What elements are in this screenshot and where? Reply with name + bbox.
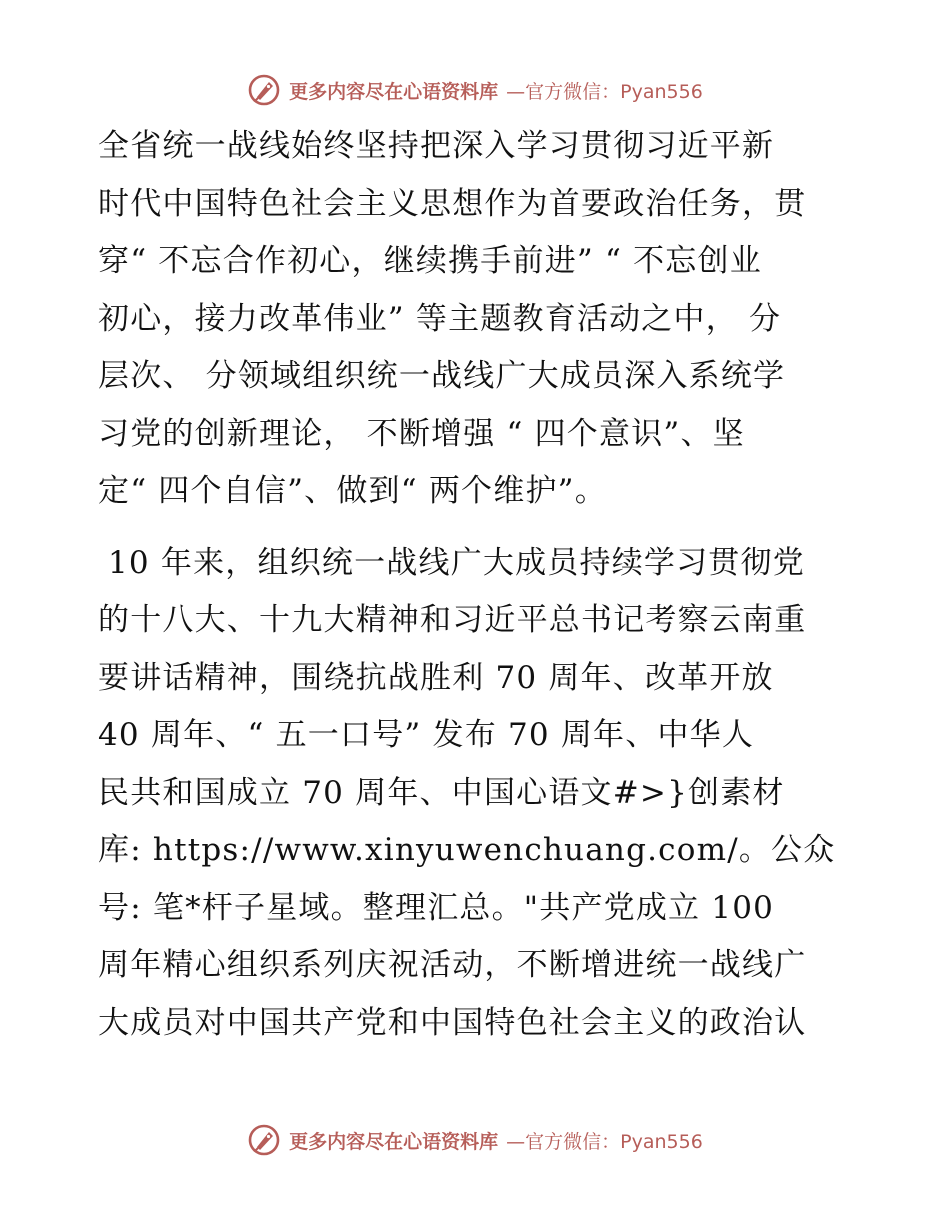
header-banner-title: 更多内容尽在心语资料库: [289, 80, 499, 103]
paragraph-2-line-4: 40 周年、“ 五一口号” 发布 70 周年、中华人: [98, 717, 755, 753]
header-banner: [0, 70, 950, 110]
footer-banner-title: 更多内容尽在心语资料库: [289, 1130, 499, 1153]
paragraph-1-line-5: 层次、 分领域组织统一战线广大成员深入系统学: [98, 358, 786, 394]
paragraph-2-line-3: 要讲话精神，围绕抗战胜利 70 周年、改革开放: [98, 659, 774, 696]
footer-wechat-id: —官方微信：Pyan556: [506, 1130, 703, 1153]
paragraph-1-line-3: 穿“ 不忘合作初心，继续携手前进” “ 不忘创业: [98, 243, 762, 279]
paragraph-2-line-8: 周年精心组织系列庆祝活动，不断增进统一战线广: [98, 947, 807, 983]
header-wechat-id: —官方微信：Pyan556: [506, 80, 703, 103]
pen-nib-logo-icon: [247, 73, 281, 107]
paragraph-2-line-1: 10 年来，组织统一战线广大成员持续学习贯彻党: [108, 544, 805, 581]
paragraph-2-line-7: 号: 笔*杆子星域。整理汇总。"共产党成立 100: [98, 889, 775, 926]
paragraph-1-line-7: 定“ 四个自信”、做到“ 两个维护”。: [98, 473, 607, 509]
paragraph-2-line-2: 的十八大、十九大精神和习近平总书记考察云南重: [98, 602, 807, 638]
paragraph-1-line-1: 全省统一战线始终坚持把深入学习贯彻习近平新: [98, 128, 775, 164]
paragraph-1-line-6: 习党的创新理论， 不断增强 “ 四个意识”、坚: [98, 415, 745, 452]
paragraph-2-line-9: 大成员对中国共产党和中国特色社会主义的政治认: [98, 1004, 807, 1041]
paragraph-2-line-5: 民共和国成立 70 周年、中国心语文#>}创素材: [98, 774, 785, 811]
footer-banner: [0, 1120, 950, 1160]
pen-nib-logo-icon: [247, 1123, 281, 1157]
paragraph-1-line-4: 初心，接力改革伟业” 等主题教育活动之中， 分: [98, 300, 782, 337]
paragraph-2-line-6: 库: https://www.xinyuwenchuang.com/。公众: [98, 832, 836, 868]
document-body: [98, 118, 858, 1052]
paragraph-1-line-2: 时代中国特色社会主义思想作为首要政治任务，贯: [98, 185, 807, 222]
